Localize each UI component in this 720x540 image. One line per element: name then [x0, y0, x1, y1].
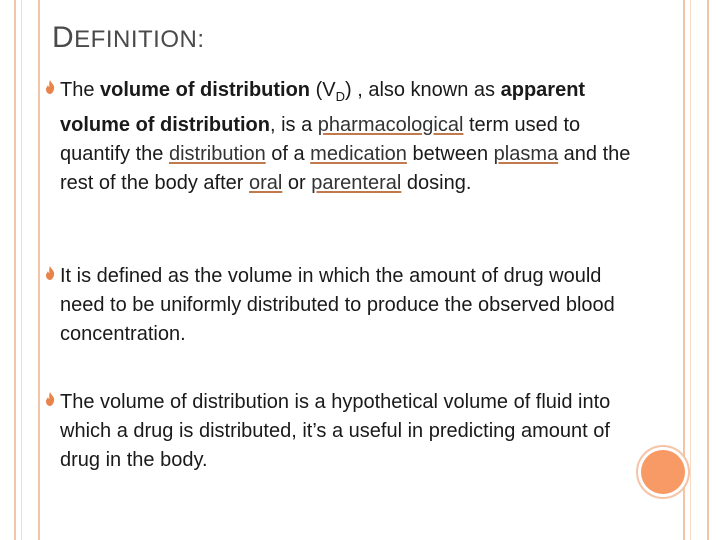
text-segment: The volume of distribution is a hypothetical volume of fluid into which a drug is distributed, it’s a useful in predicting amount of drug in the body.: [60, 391, 611, 471]
text-segment: of a: [265, 143, 311, 165]
left-frame-inner-line: [21, 0, 22, 540]
bullet-text-1: [60, 76, 644, 198]
bullet-text-3: [60, 388, 644, 475]
term-link[interactable]: medication: [310, 143, 407, 165]
right-frame-line-middle: [690, 0, 691, 540]
flame-bullet-icon: [44, 80, 56, 94]
flame-bullet-icon: [44, 392, 56, 406]
bullet-item-3: [44, 388, 644, 475]
text-segment: , is a: [270, 114, 318, 136]
right-frame-line-inner: [707, 0, 709, 540]
text-segment: and the rest of the body after: [60, 143, 631, 194]
text-segment: The: [60, 79, 101, 101]
bullet-item-1: [44, 76, 644, 198]
text-segment: ) , also known as: [344, 79, 501, 101]
term-link[interactable]: oral: [249, 172, 283, 194]
bullet-item-2: [44, 262, 644, 349]
text-segment: or: [282, 172, 312, 194]
text-segment: It is defined as the volume in which the amount of drug would need to be uniformly distributed to produce the observed blood concentration.: [60, 265, 615, 345]
text-segment: between: [406, 143, 494, 165]
bold-term: apparent volume of distribution: [60, 79, 586, 136]
slide-title: [52, 18, 205, 60]
flame-bullet-icon: [44, 266, 56, 280]
right-frame-line-outer: [683, 0, 685, 540]
title-first-letter: D: [52, 21, 75, 54]
term-link[interactable]: parenteral: [311, 172, 402, 194]
term-link[interactable]: plasma: [493, 143, 559, 165]
text-segment: dosing.: [401, 172, 472, 194]
term-link[interactable]: distribution: [168, 143, 266, 165]
bullet-text-2: [60, 262, 644, 349]
orange-circle-icon: [641, 450, 685, 494]
bold-term: volume of distribution: [100, 79, 311, 101]
text-segment: term used to quantify the: [60, 114, 581, 165]
title-rest: EFINITION:: [74, 26, 205, 53]
term-link[interactable]: pharmacological: [317, 114, 464, 136]
left-frame-decoration: [14, 0, 40, 540]
subscript: D: [335, 89, 345, 104]
text-segment: (V: [310, 79, 336, 101]
